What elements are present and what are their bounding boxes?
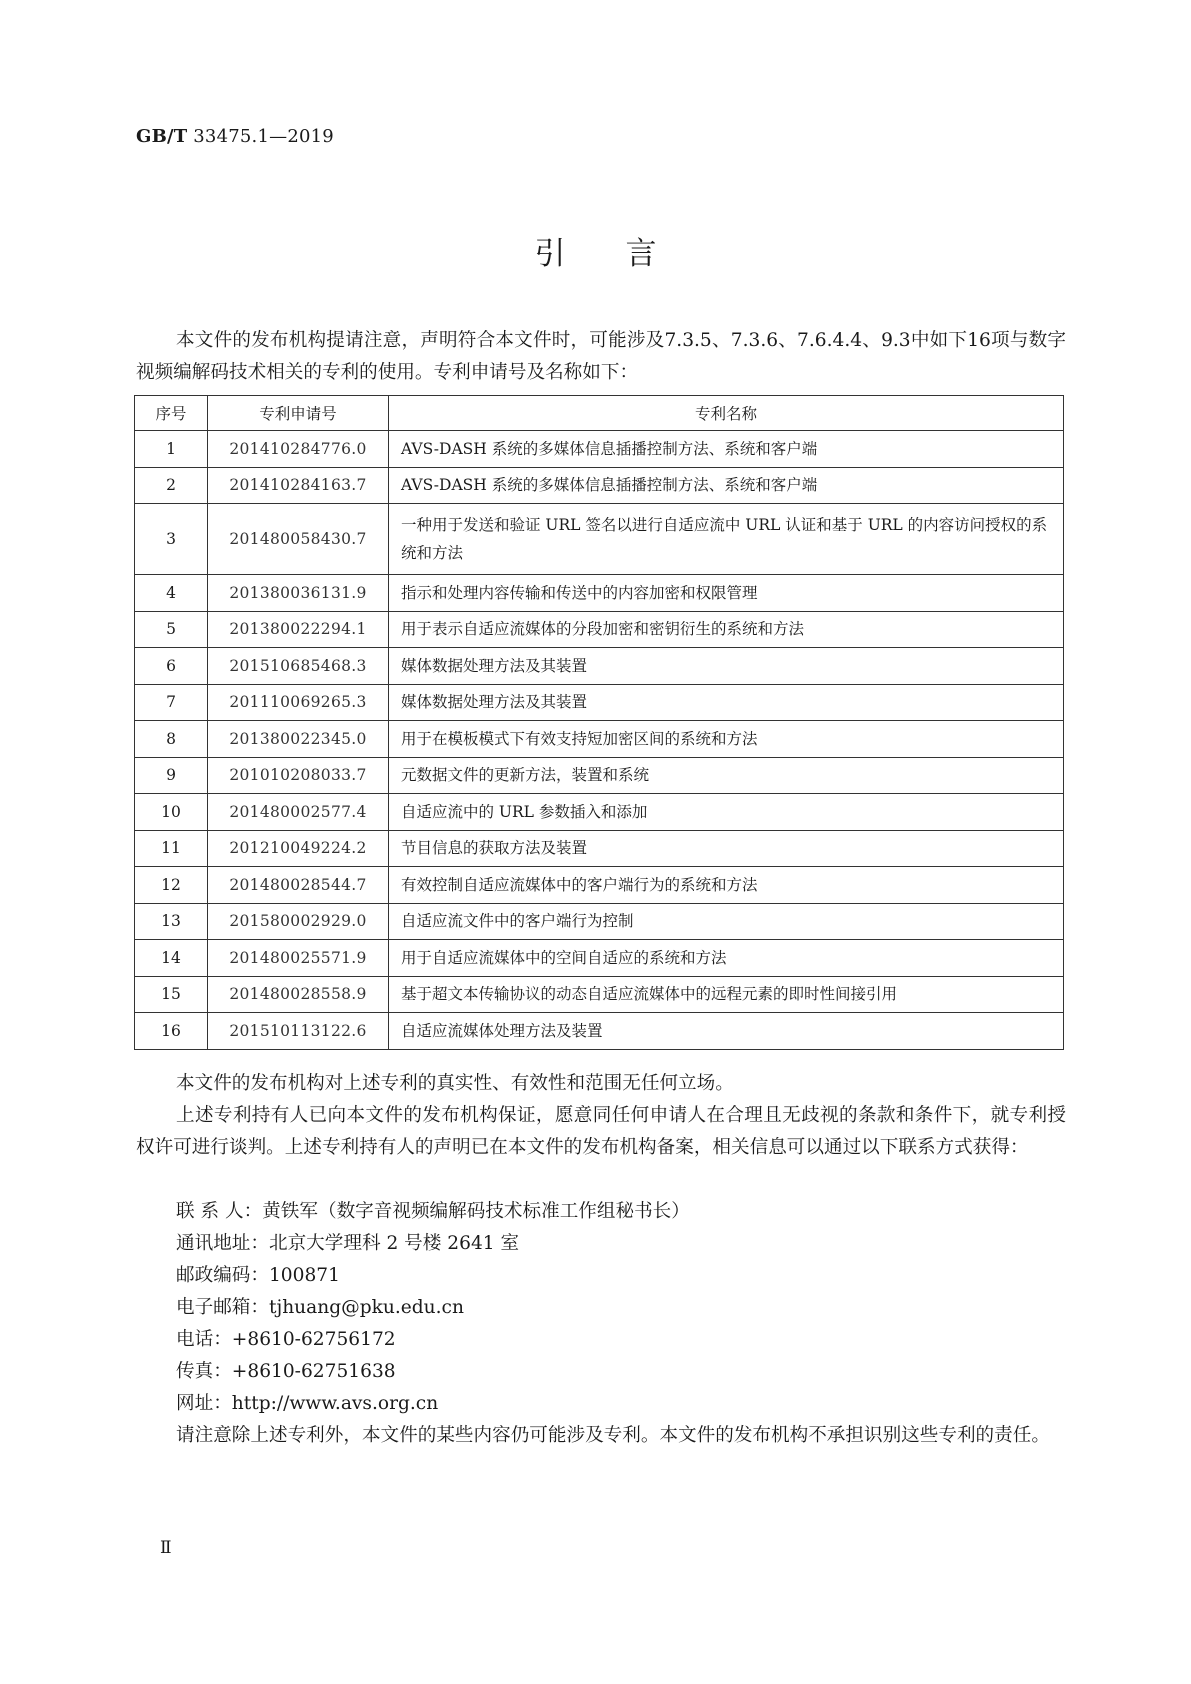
row-application-number: 201480058430.7 <box>208 504 389 575</box>
row-application-number: 201210049224.2 <box>208 830 389 867</box>
row-no: 1 <box>135 431 208 468</box>
row-patent-name: 用于表示自适应流媒体的分段加密和密钥衍生的系统和方法 <box>389 611 1064 648</box>
row-no: 5 <box>135 611 208 648</box>
table-row <box>135 976 1064 1013</box>
row-no: 6 <box>135 648 208 685</box>
row-no: 7 <box>135 684 208 721</box>
table-row <box>135 794 1064 831</box>
closing-paragraph: 请注意除上述专利外，本文件的某些内容仍可能涉及专利。本文件的发布机构不承担识别这些专利的责任。 <box>176 1425 1050 1446</box>
contact-postcode: 邮政编码：100871 <box>176 1265 340 1286</box>
statement-paragraph: 本文件的发布机构对上述专利的真实性、有效性和范围无任何立场。 <box>176 1073 734 1094</box>
row-patent-name: 指示和处理内容传输和传送中的内容加密和权限管理 <box>389 575 1064 612</box>
row-no: 12 <box>135 867 208 904</box>
row-application-number: 201480002577.4 <box>208 794 389 831</box>
row-application-number: 201480028558.9 <box>208 976 389 1013</box>
row-application-number: 201510685468.3 <box>208 648 389 685</box>
row-application-number: 201410284776.0 <box>208 431 389 468</box>
table-row <box>135 757 1064 794</box>
table-header-row <box>135 396 1064 431</box>
row-no: 15 <box>135 976 208 1013</box>
table-row <box>135 504 1064 575</box>
row-no: 13 <box>135 903 208 940</box>
row-application-number: 201580002929.0 <box>208 903 389 940</box>
intro-paragraph: 本文件的发布机构提请注意，声明符合本文件时，可能涉及7.3.5、7.3.6、7.6.4.4、9.3中如下16项与数字视频编解码技术相关的专利的使用。专利申请号及名称如下： <box>136 330 1066 383</box>
header-no: 序号 <box>135 396 208 431</box>
row-application-number: 201010208033.7 <box>208 757 389 794</box>
table-row <box>135 903 1064 940</box>
row-patent-name: 有效控制自适应流媒体中的客户端行为的系统和方法 <box>389 867 1064 904</box>
table-row <box>135 867 1064 904</box>
table-row <box>135 830 1064 867</box>
row-no: 11 <box>135 830 208 867</box>
page-title: 引言 <box>534 236 717 272</box>
contact-fax: 传真：+8610-62751638 <box>176 1361 396 1382</box>
row-no: 14 <box>135 940 208 977</box>
table-row <box>135 575 1064 612</box>
row-patent-name: 元数据文件的更新方法，装置和系统 <box>389 757 1064 794</box>
contact-phone: 电话：+8610-62756172 <box>176 1329 396 1350</box>
row-patent-name: 自适应流中的 URL 参数插入和添加 <box>389 794 1064 831</box>
row-patent-name: AVS-DASH 系统的多媒体信息插播控制方法、系统和客户端 <box>389 431 1064 468</box>
table-row <box>135 940 1064 977</box>
row-patent-name: AVS-DASH 系统的多媒体信息插播控制方法、系统和客户端 <box>389 467 1064 504</box>
contact-website: 网址：http://www.avs.org.cn <box>176 1393 439 1414</box>
contact-email: 电子邮箱：tjhuang@pku.edu.cn <box>176 1297 464 1318</box>
row-application-number: 201480028544.7 <box>208 867 389 904</box>
table-row <box>135 467 1064 504</box>
row-application-number: 201380036131.9 <box>208 575 389 612</box>
page-number: Ⅱ <box>160 1538 172 1558</box>
row-application-number: 201510113122.6 <box>208 1013 389 1050</box>
row-patent-name: 媒体数据处理方法及其装置 <box>389 684 1064 721</box>
table-row <box>135 684 1064 721</box>
patent-table <box>134 395 1064 1050</box>
row-patent-name: 节目信息的获取方法及装置 <box>389 830 1064 867</box>
standard-header <box>136 126 334 147</box>
row-application-number: 201110069265.3 <box>208 684 389 721</box>
table-row <box>135 648 1064 685</box>
standard-number: 33475.1—2019 <box>193 126 334 147</box>
row-no: 16 <box>135 1013 208 1050</box>
contact-person: 联 系 人：黄铁军（数字音视频编解码技术标准工作组秘书长） <box>176 1201 690 1222</box>
row-patent-name: 自适应流文件中的客户端行为控制 <box>389 903 1064 940</box>
table-row <box>135 721 1064 758</box>
row-no: 3 <box>135 504 208 575</box>
row-patent-name: 用于自适应流媒体中的空间自适应的系统和方法 <box>389 940 1064 977</box>
table-row <box>135 611 1064 648</box>
row-patent-name: 自适应流媒体处理方法及装置 <box>389 1013 1064 1050</box>
row-no: 4 <box>135 575 208 612</box>
row-patent-name: 媒体数据处理方法及其装置 <box>389 648 1064 685</box>
row-application-number: 201410284163.7 <box>208 467 389 504</box>
row-application-number: 201380022345.0 <box>208 721 389 758</box>
row-no: 9 <box>135 757 208 794</box>
row-application-number: 201380022294.1 <box>208 611 389 648</box>
standard-prefix: GB/T <box>136 126 188 147</box>
row-patent-name: 一种用于发送和验证 URL 签名以进行自适应流中 URL 认证和基于 URL 的内容访问授权的系统和方法 <box>389 504 1064 575</box>
row-application-number: 201480025571.9 <box>208 940 389 977</box>
row-no: 10 <box>135 794 208 831</box>
row-patent-name: 基于超文本传输协议的动态自适应流媒体中的远程元素的即时性间接引用 <box>389 976 1064 1013</box>
holder-paragraph: 上述专利持有人已向本文件的发布机构保证，愿意同任何申请人在合理且无歧视的条款和条件下，就专利授权许可进行谈判。上述专利持有人的声明已在本文件的发布机构备案，相关信息可以通过以下联系方式获得： <box>136 1105 1066 1158</box>
row-no: 2 <box>135 467 208 504</box>
contact-address: 通讯地址：北京大学理科 2 号楼 2641 室 <box>176 1233 520 1254</box>
row-no: 8 <box>135 721 208 758</box>
table-row <box>135 1013 1064 1050</box>
header-application-number: 专利申请号 <box>208 396 389 431</box>
table-row <box>135 431 1064 468</box>
row-patent-name: 用于在模板模式下有效支持短加密区间的系统和方法 <box>389 721 1064 758</box>
header-patent-name: 专利名称 <box>389 396 1064 431</box>
